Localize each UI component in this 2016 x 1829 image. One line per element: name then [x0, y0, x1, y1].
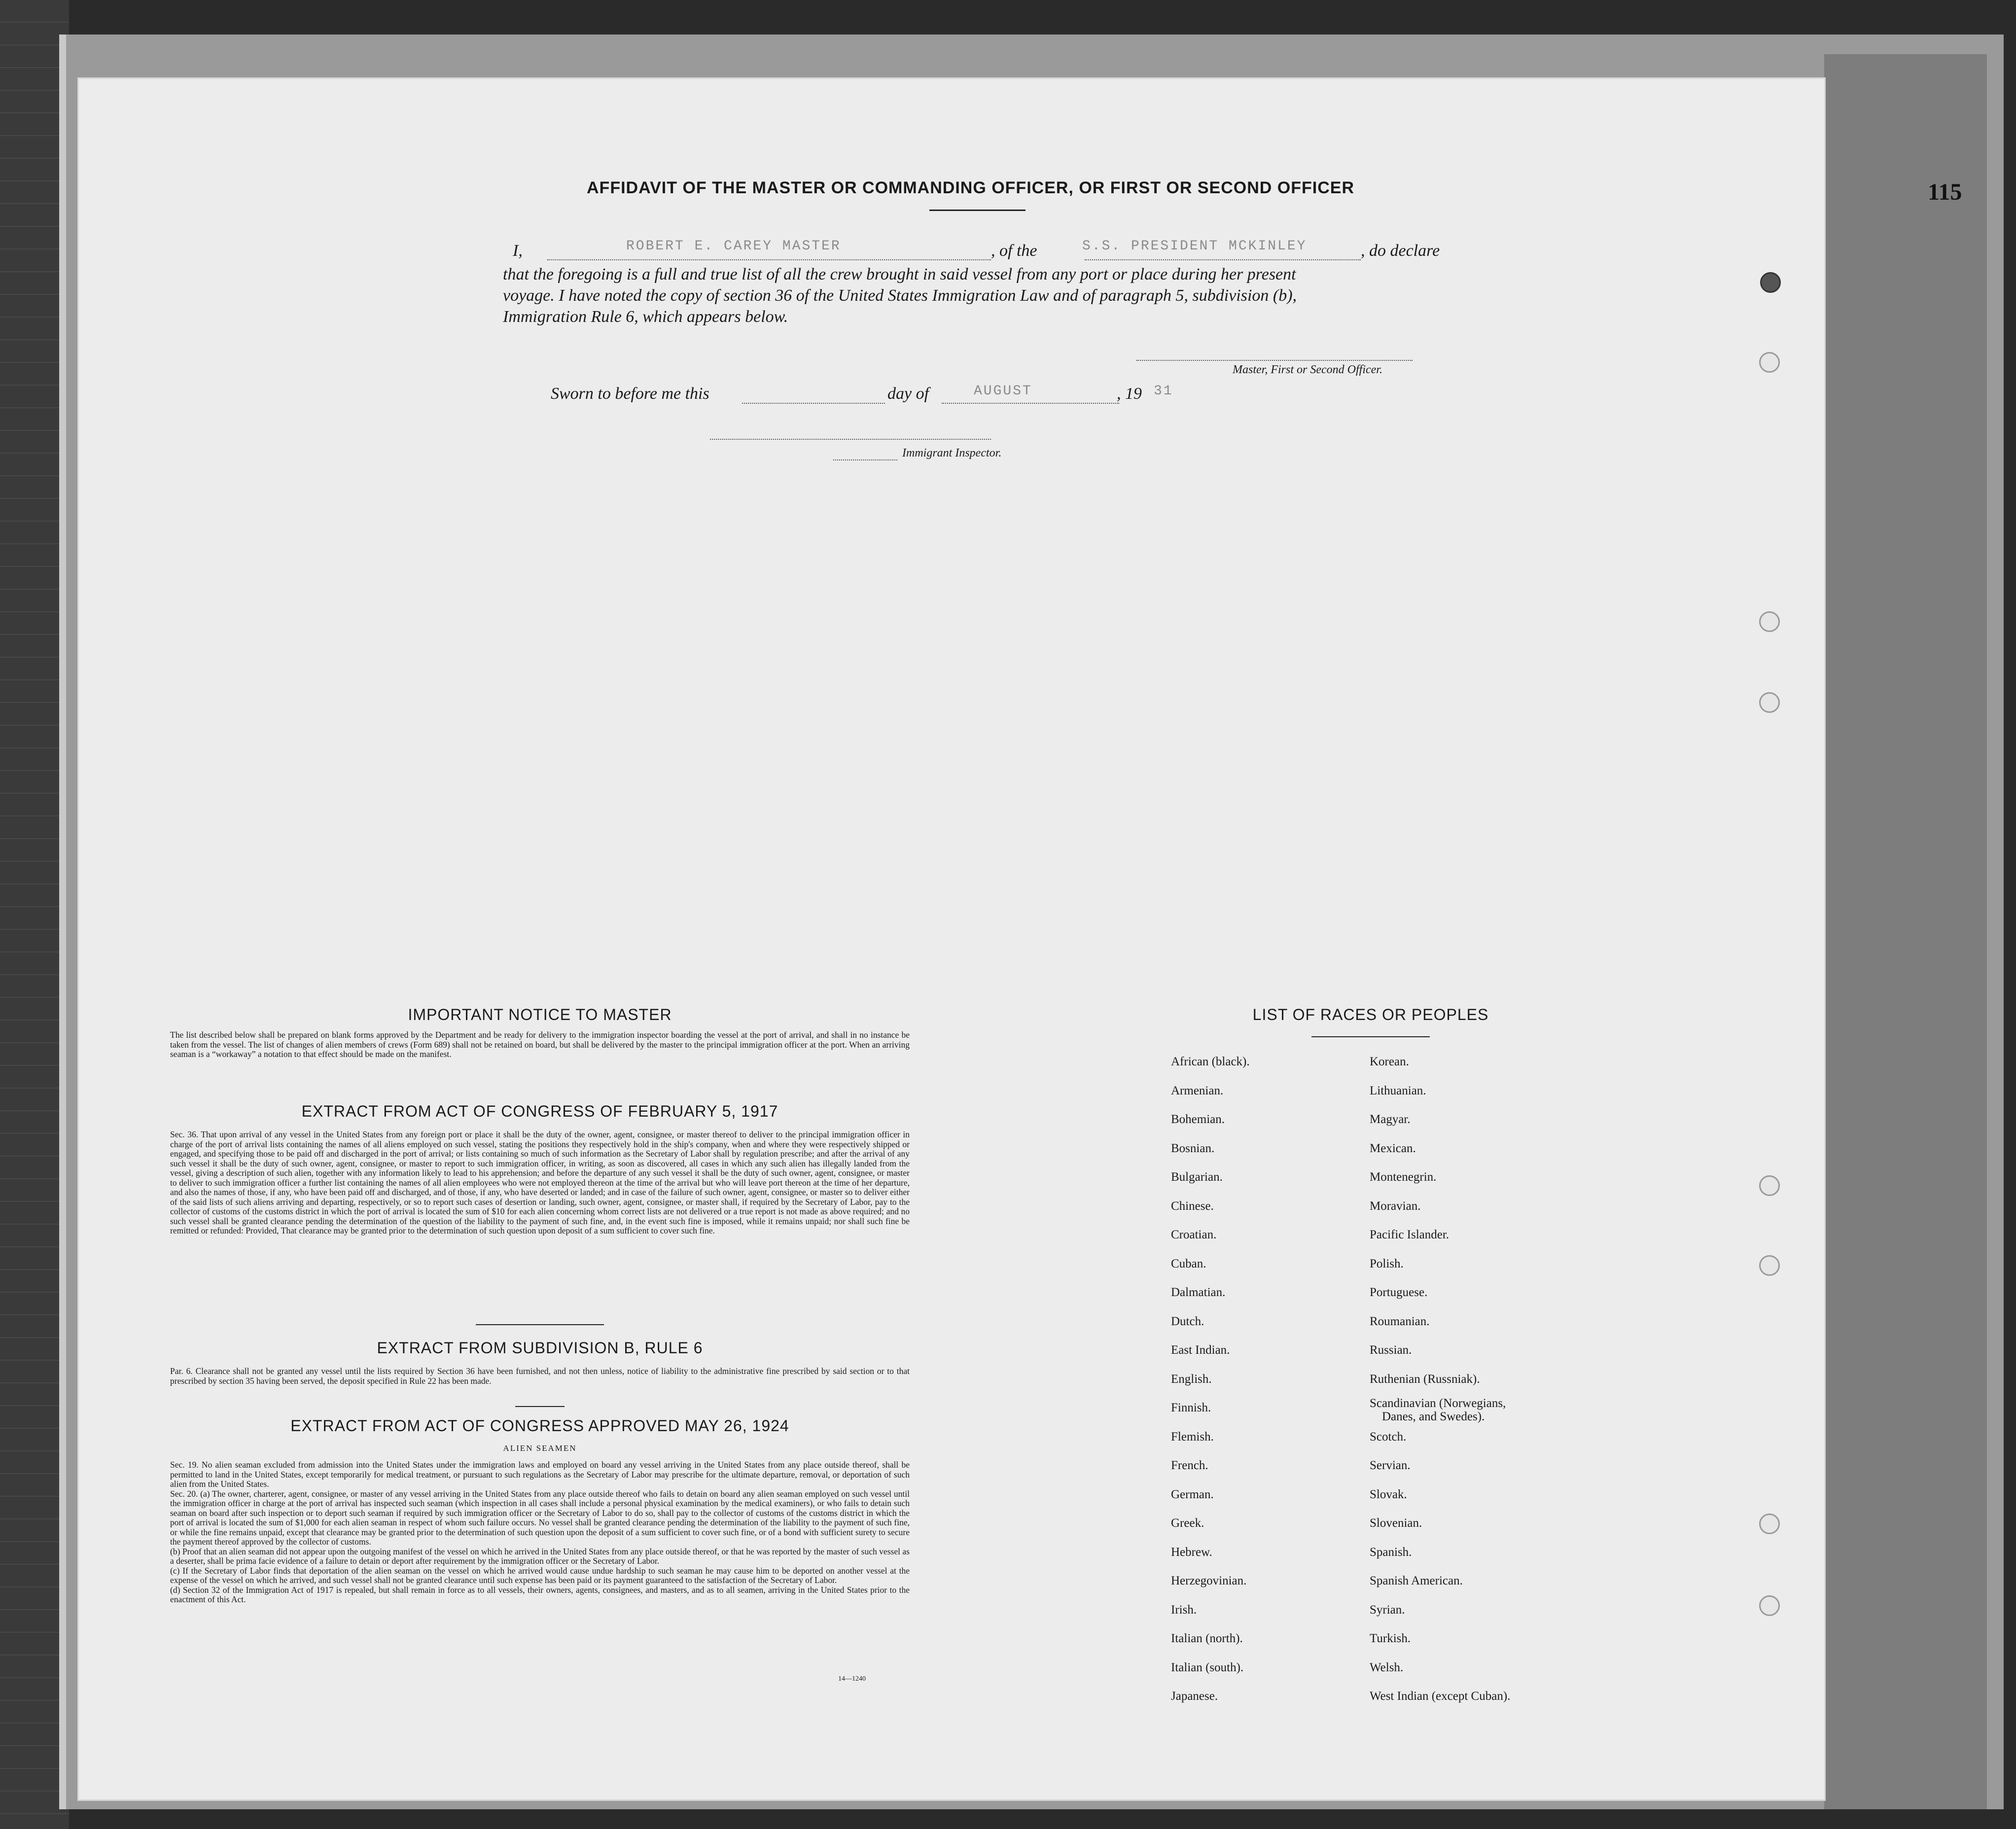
extract-rule6-text: Par. 6. Clearance shall not be granted any vessel until the lists required by Section 36 have been furnished, and not then unless, notice of liability to the administrative fine prescribed by said section or to that prescribed by section 35 having been served, the deposit specified in Rule 22 has been made.	[170, 1366, 910, 1386]
inspector-caption: Immigrant Inspector.	[902, 447, 1002, 459]
race-item: Roumanian.	[1370, 1314, 1430, 1328]
race-item: Welsh.	[1370, 1660, 1404, 1674]
punch-hole	[1759, 1175, 1780, 1196]
race-item: Hebrew.	[1171, 1545, 1212, 1559]
race-item: East Indian.	[1171, 1343, 1230, 1357]
section-divider	[476, 1324, 604, 1325]
race-item: Moravian.	[1370, 1199, 1421, 1213]
section-divider	[515, 1406, 565, 1407]
race-item: Ruthenian (Russniak).	[1370, 1372, 1480, 1386]
race-item: Herzegovinian.	[1171, 1574, 1247, 1587]
race-item: Portuguese.	[1370, 1286, 1428, 1299]
inspector-short-line	[833, 459, 897, 460]
race-item: Finnish.	[1171, 1401, 1211, 1414]
binder-backing-edge	[1824, 54, 1987, 1809]
day-of-label: day of	[887, 385, 929, 403]
affidavit-body	[503, 264, 1454, 327]
vessel-name-field: S.S. PRESIDENT MCKINLEY	[1082, 239, 1307, 254]
sec20d-text: (d) Section 32 of the Immigration Act of 1917 is repealed, but shall remain in force as to all vessels, their owners, agents, consignees, and masters, and as to all seamen, arriving in the United States prior to the enactment of this Act.	[170, 1584, 910, 1604]
signature-caption: Master, First or Second Officer.	[1233, 363, 1382, 376]
race-item: Slovak.	[1370, 1487, 1407, 1501]
race-item: West Indian (except Cuban).	[1370, 1689, 1511, 1703]
sec20a-text: Sec. 20. (a) The owner, charterer, agent, consignee, or master of any vessel arriving in the United States from any place outside thereof who fails to detain on board any alien seaman employed on such vessel until the immigration officer in charge at the port of arrival has inspected such seaman (which inspection in all cases shall include a personal physical examination by the medical examiners), or who fails to detain such seaman on board after such inspection or to deport such seaman if required by such immigration officer or the Secretary of Labor to do so, shall pay to the collector of customs of the customs district in which the port of arrival is located the sum of $1,000 for each alien seaman in respect of whom such failure occurs. No vessel shall be granted clearance pending the determination of the liability to the payment of such fine, or while the fine remains unpaid, except that clearance may be granted prior to the determination of such question upon the deposit of a sum sufficient to cover such fine, or of a bond with sufficient surety to secure the payment thereof approved by the collector of customs.	[170, 1488, 910, 1547]
extract-1924-title: EXTRACT FROM ACT OF CONGRESS APPROVED MAY 26, 1924	[290, 1417, 789, 1435]
race-item: Polish.	[1370, 1257, 1404, 1270]
form-number: 14—1240	[838, 1675, 866, 1683]
affidavit-body-line: voyage. I have noted the copy of section 36 of the United States Immigration Law and of paragraph 5, subdivision (b),	[503, 286, 1297, 305]
race-item: Bohemian.	[1171, 1113, 1225, 1126]
sworn-day-line	[742, 403, 885, 404]
ledger-background	[0, 0, 69, 1829]
race-item: Lithuanian.	[1370, 1084, 1426, 1097]
affidavit-i-label: I,	[513, 242, 523, 260]
race-item: Russian.	[1370, 1343, 1412, 1357]
month-fill-line	[942, 403, 1119, 404]
race-item: Irish.	[1171, 1603, 1197, 1617]
race-item: Servian.	[1370, 1459, 1411, 1472]
alien-seamen-subtitle: ALIEN SEAMEN	[503, 1443, 577, 1453]
punch-hole	[1759, 611, 1780, 632]
punch-hole	[1759, 1595, 1780, 1616]
race-item: Scotch.	[1370, 1430, 1407, 1443]
master-name-field: ROBERT E. CAREY MASTER	[626, 239, 841, 254]
race-item: Scandinavian (Norwegians, Danes, and Swedes).	[1370, 1397, 1506, 1423]
declare-label: , do declare	[1361, 242, 1440, 260]
races-title: LIST OF RACES OR PEOPLES	[1252, 1006, 1489, 1023]
race-item: Spanish.	[1370, 1545, 1412, 1559]
race-item: Italian (south).	[1171, 1660, 1244, 1674]
inspector-line	[710, 439, 991, 440]
race-item: Slovenian.	[1370, 1516, 1422, 1530]
of-the-label: , of the	[991, 242, 1037, 260]
race-item: Turkish.	[1370, 1632, 1411, 1645]
extract-rule6-title: EXTRACT FROM SUBDIVISION B, RULE 6	[377, 1339, 703, 1357]
race-item: English.	[1171, 1372, 1212, 1386]
race-item: Croatian.	[1171, 1228, 1217, 1241]
notice-title: IMPORTANT NOTICE TO MASTER	[408, 1006, 672, 1023]
punch-hole	[1759, 1255, 1780, 1276]
name-fill-line	[547, 259, 991, 260]
affidavit-title: AFFIDAVIT OF THE MASTER OR COMMANDING OFFICER, OR FIRST OR SECOND OFFICER	[587, 178, 1354, 197]
notice-text: The list described below shall be prepared on blank forms approved by the Department and be ready for delivery to the immigration inspector boarding the vessel at the port of arrival, and shall in no instance be taken from the vessel. The list of changes of alien members of crews (Form 689) shall not be retained on board, but shall be delivered by the master to the principal immigration officer at the port. When an arriving seaman is a “workaway” a notation to that effect should be made on the manifest.	[170, 1030, 910, 1059]
sec20b-text: (b) Proof that an alien seaman did not appear upon the outgoing manifest of the vessel on which he arrived in the United States from any place outside thereof, or that he was reported by the master of such vessel as a deserter, shall be prima facie evidence of a failure to detain or deport after requirement by the immigration officer or the Secretary of Labor.	[170, 1546, 910, 1566]
race-item: Armenian.	[1171, 1084, 1224, 1097]
race-item: Italian (north).	[1171, 1632, 1243, 1645]
race-item: Dalmatian.	[1171, 1286, 1226, 1299]
year-label: , 19	[1117, 385, 1142, 403]
race-item: Greek.	[1171, 1516, 1204, 1530]
race-item: Syrian.	[1370, 1603, 1405, 1617]
races-column-2	[1370, 1048, 1510, 1711]
race-item: Chinese.	[1171, 1199, 1214, 1213]
page-number: 115	[1928, 179, 1962, 205]
race-item: Korean.	[1370, 1055, 1409, 1068]
race-item: Mexican.	[1370, 1141, 1416, 1155]
race-item: Montenegrin.	[1370, 1170, 1437, 1184]
year-field: 31	[1154, 384, 1173, 399]
race-item: Bosnian.	[1171, 1141, 1215, 1155]
extract-1917-title: EXTRACT FROM ACT OF CONGRESS OF FEBRUARY 5, 1917	[301, 1102, 778, 1120]
vessel-fill-line	[1085, 259, 1361, 260]
race-item: African (black).	[1171, 1055, 1250, 1068]
race-item: Cuban.	[1171, 1257, 1206, 1270]
race-item: Flemish.	[1171, 1430, 1214, 1443]
race-item: Pacific Islander.	[1370, 1228, 1450, 1241]
extract-1924-text	[170, 1460, 910, 1605]
extract-1917-text: Sec. 36. That upon arrival of any vessel in the United States from any foreign port or place it shall be the duty of the owner, agent, consignee, or master thereof to deliver to the principal immigration officer in charge of the port of arrival lists containing the names of all aliens employed on such vessel, stating the positions they respectively hold in the ship's company, when and where they were respectively shipped or engaged, and specifying those to be paid off and discharged in the port of arrival; or lists containing so much of such information as the Secretary of Labor shall by regulation prescribe; and after the arrival of any such vessel it shall be the duty of such owner, agent, consignee, or master to report to such immigration officer, in writing, as soon as discovered, all cases in which any such alien has illegally landed from the vessel, giving a description of such alien, together with any information likely to lead to his apprehension; and before the departure of any such vessel it shall be the duty of such owner, agent, consignee, or master to deliver to such immigration officer a further list containing the names of all alien employees who were not employed thereon at the time of the arrival but who will leave port thereon at the time of her departure, and also the names of those, if any, who have been paid off and discharged, and of those, if any, who have deserted or landed; and in case of the failure of such owner, agent, consignee, or master so to deliver either of the said lists of such aliens arriving and departing, respectively, or so to report such cases of desertion or landing, such owner, agent, consignee, or master shall, if required by the Secretary of Labor, pay to the collector of customs of the customs district in which the port of arrival is located the sum of $10 for each alien concerning whom correct lists are not delivered or a true report is not made as above required; and no such vessel shall be granted clearance pending the determination of the question of the liability to the payment of such fine, and, in the event such fine is imposed, while it remains unpaid; nor shall such fine be remitted or refunded: Provided, That clearance may be granted prior to the determination of such question upon deposit of a sum sufficient to cover such fine.	[170, 1129, 910, 1235]
signature-line	[1136, 360, 1413, 361]
races-divider	[1311, 1036, 1430, 1037]
title-divider	[929, 210, 1026, 211]
affidavit-body-line: Immigration Rule 6, which appears below.	[503, 308, 788, 326]
sec19-text: Sec. 19. No alien seaman excluded from admission into the United States under the immigration laws and employed on board any vessel arriving in the United States from any place outside thereof, shall be permitted to land in the United States, except temporarily for medical treatment, or pursuant to such regulations as the Secretary of Labor may prescribe for the ultimate departure, removal, or deportation of such alien from the United States.	[170, 1460, 910, 1489]
race-item: German.	[1171, 1487, 1214, 1501]
punch-hole	[1759, 352, 1780, 373]
race-item: Spanish American.	[1370, 1574, 1463, 1587]
races-column-1	[1171, 1048, 1250, 1711]
punch-hole	[1759, 692, 1780, 713]
race-item: Japanese.	[1171, 1689, 1218, 1703]
race-item: Magyar.	[1370, 1113, 1411, 1126]
race-item: Dutch.	[1171, 1314, 1204, 1328]
punch-hole	[1760, 272, 1781, 293]
race-item: French.	[1171, 1459, 1208, 1472]
month-field: AUGUST	[974, 384, 1032, 399]
sworn-label: Sworn to before me this	[551, 385, 709, 403]
race-item: Bulgarian.	[1171, 1170, 1223, 1184]
punch-hole	[1759, 1513, 1780, 1534]
affidavit-body-line: that the foregoing is a full and true list of all the crew brought in said vessel from any port or place during her present	[503, 265, 1296, 283]
sec20c-text: (c) If the Secretary of Labor finds that deportation of the alien seaman on the vessel on which he arrived would cause undue hardship to such seaman he may cause him to be deported on another vessel at the expense of the vessel on which he arrived, and such vessel shall not be granted clearance until such expense has been paid or its payment guaranteed to the satisfaction of the Secretary of Labor.	[170, 1565, 910, 1585]
